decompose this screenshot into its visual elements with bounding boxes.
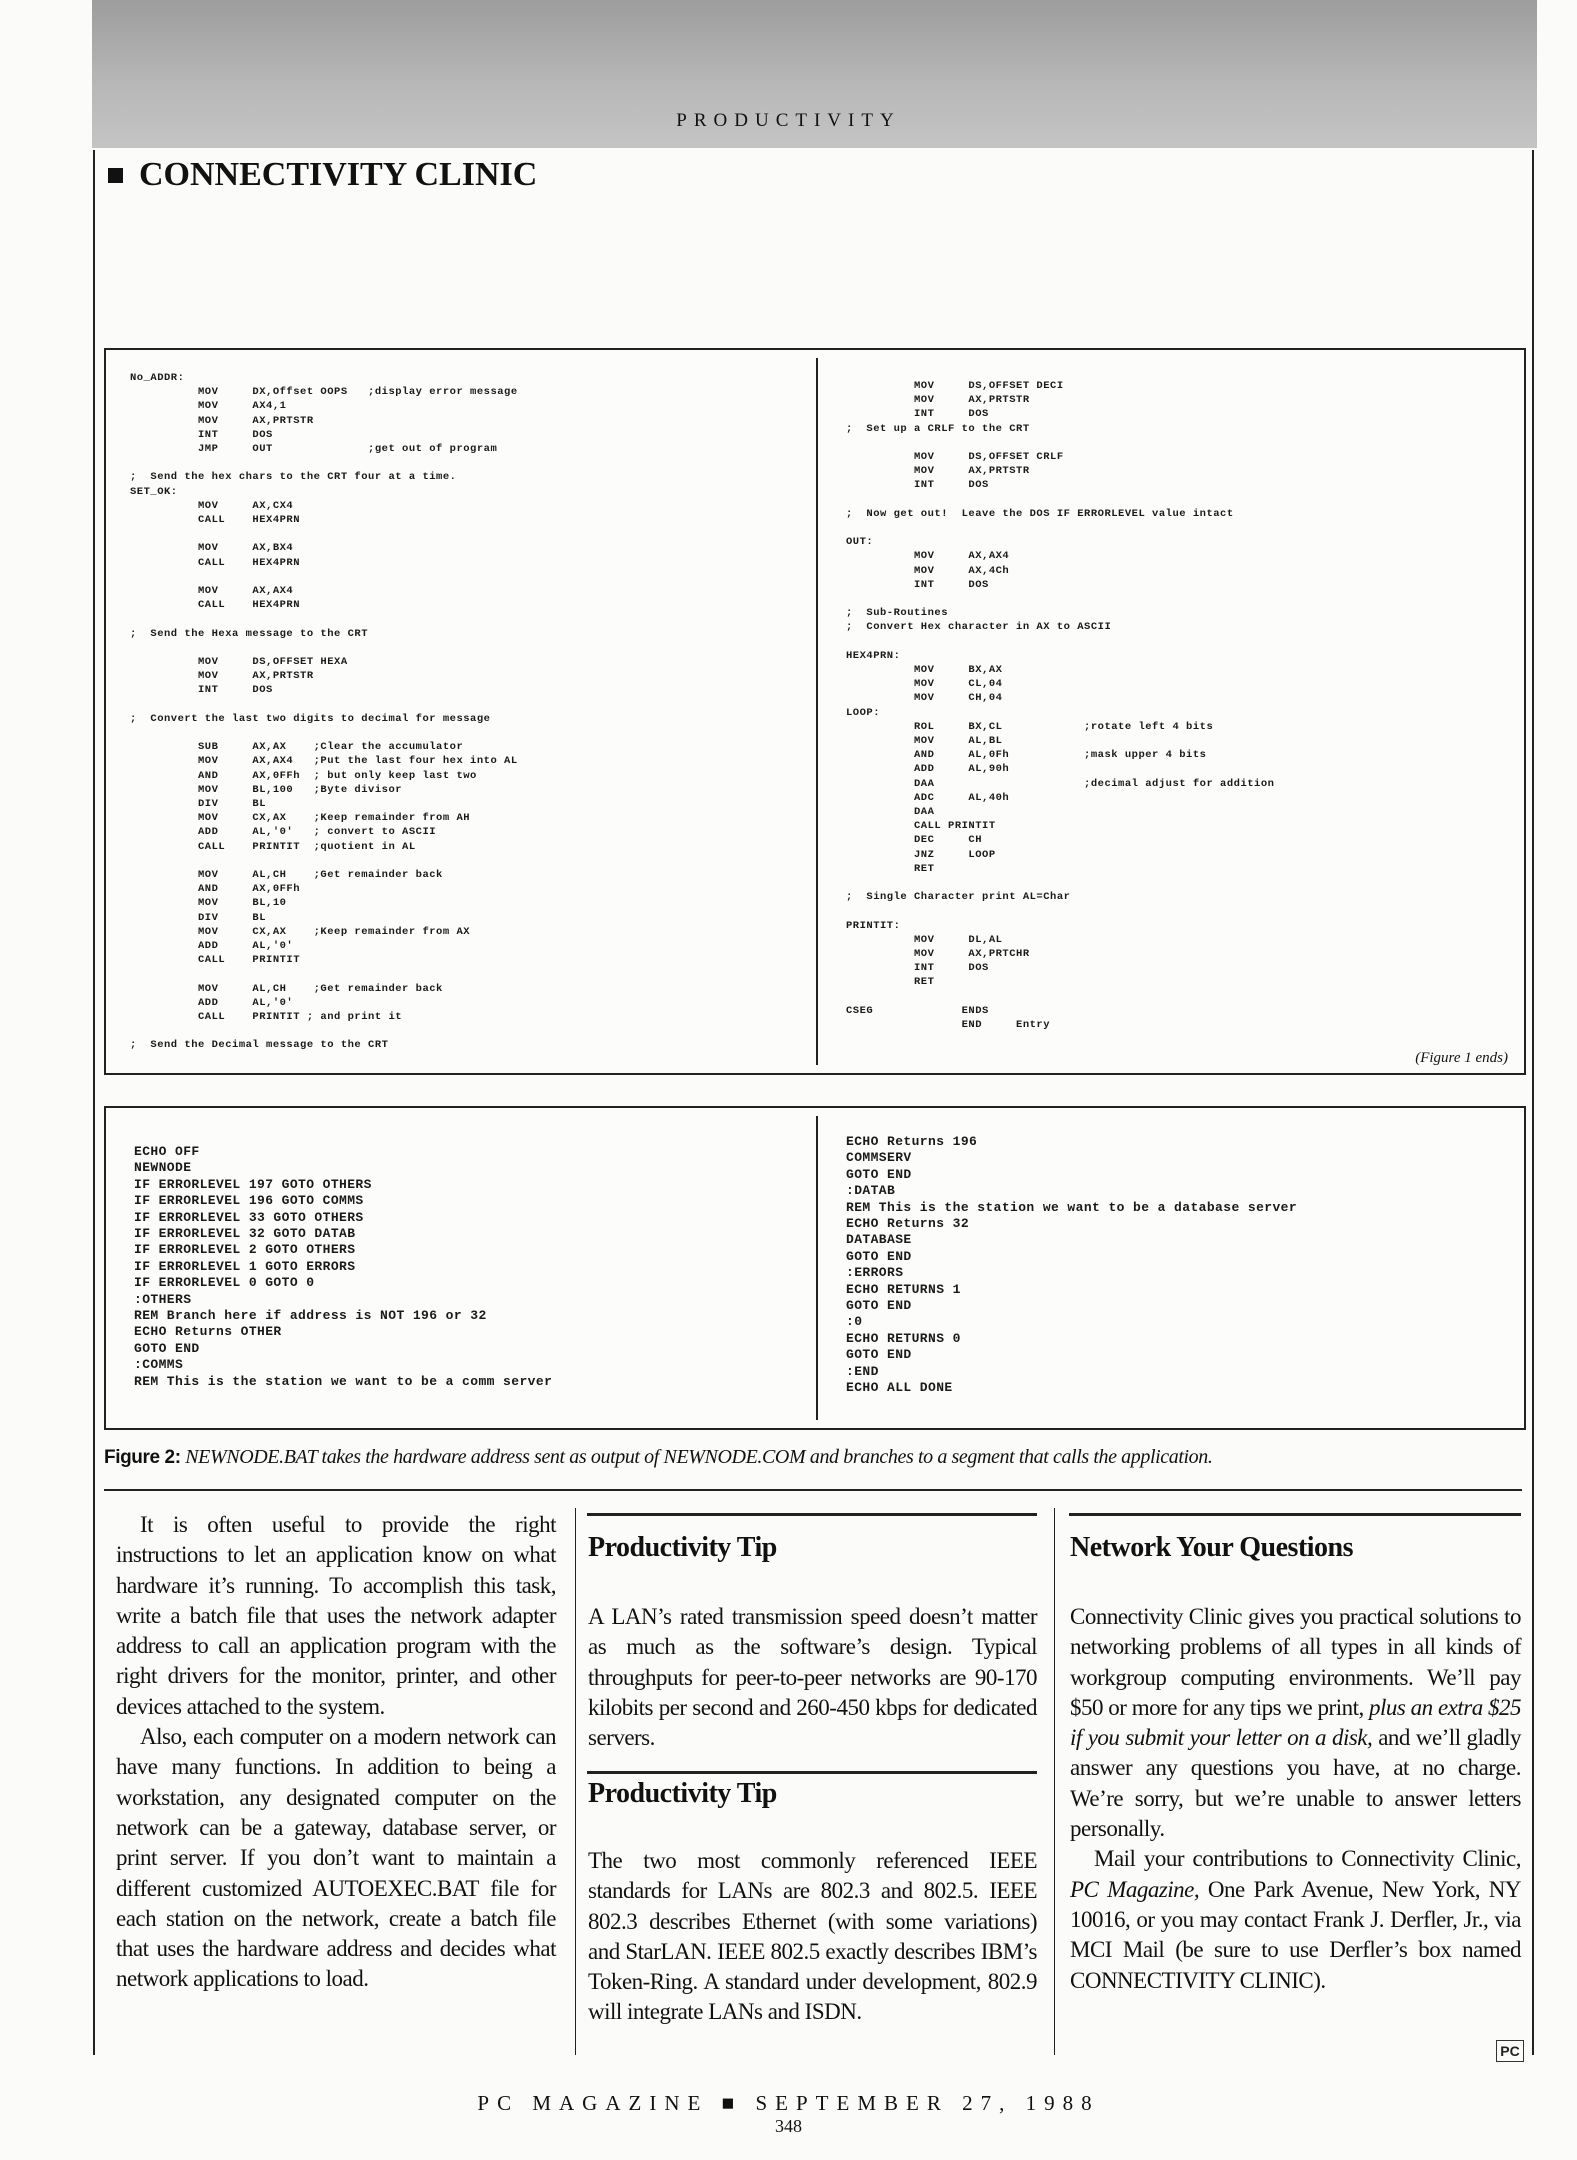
figure-1-code-line: SUB AX,AX ;Clear the accumulator — [130, 741, 464, 754]
figure-2-code-line: REM This is the station we want to be a database server — [846, 1199, 1298, 1215]
figure-1-code-line: SET_OK: — [130, 485, 178, 498]
figure-1-code-line: JMP OUT ;get out of program — [130, 443, 498, 455]
caption-bottom-rule — [104, 1489, 1522, 1491]
figure-2-code-line: GOTO END — [846, 1166, 912, 1182]
figure-2-code-line: :ERRORS — [846, 1265, 904, 1281]
figure-2-caption — [104, 1446, 1524, 1469]
article-column — [116, 1510, 556, 1995]
figure-2-caption-text: NEWNODE.BAT takes the hardware address sent as output of NEWNODE.COM and branches to a segment that calls the application. — [180, 1446, 1213, 1468]
figure-2-code-line: IF ERRORLEVEL 197 GOTO OTHERS — [134, 1176, 372, 1192]
questions-p2-emphasis: PC Magazine, — [1070, 1876, 1200, 1902]
figure-1-code-line: MOV CX,AX ;Keep remainder from AH — [130, 812, 471, 825]
figure-2-code-line: COMMSERV — [846, 1150, 912, 1166]
figure-1-code-line: DAA ;decimal adjust for addition — [846, 777, 1275, 790]
figure-1-code-line: AND AL,0Fh ;mask upper 4 bits — [846, 749, 1207, 762]
figure-1-code-line: ADD AL,'0' ; convert to ASCII — [130, 826, 437, 839]
figure-2-code-line: :COMMS — [134, 1357, 184, 1373]
figure-2-code-line: ECHO Returns 32 — [846, 1216, 970, 1231]
article-paragraph-2: Also, each computer on a modern network can have many functions. In addition to being a workstation, any designated computer on the network can be a gateway, database server, or print server. If you don’t want to maintain a different customized AUTOEXEC.BAT file for each station on the network, create a batch file that uses the hardware address and decides what network applications to load. — [116, 1724, 556, 1992]
figure-1-code-line: CALL HEX4PRN — [130, 514, 301, 526]
figure-1-code-line: MOV BX,AX — [846, 664, 1003, 676]
questions-paragraph-1 — [1070, 1602, 1521, 1844]
figure-1-ends-label: (Figure 1 ends) — [1415, 1050, 1508, 1066]
tip-1-heading: Productivity Tip — [588, 1532, 777, 1563]
figure-1-code-line: DIV BL — [130, 798, 267, 810]
tip-2-heading: Productivity Tip — [588, 1778, 777, 1809]
figure-1-code-line: PRINTIT: — [846, 919, 901, 932]
figure-1-code-line: MOV AL,CH ;Get remainder back — [130, 982, 443, 995]
figure-1-code-line: ; Now get out! Leave the DOS IF ERRORLEVEL value intact — [846, 507, 1234, 520]
figure-2-code-line: :END — [846, 1363, 879, 1379]
figure-1-code-line: LOOP: — [846, 706, 881, 719]
figure-1-code-line: MOV CL,04 — [846, 678, 1003, 691]
figure-2-code-line: ECHO ALL DONE — [846, 1380, 953, 1395]
figure-2-code-line: IF ERRORLEVEL 196 GOTO COMMS — [134, 1193, 364, 1209]
figure-1-code-line: MOV DS,OFFSET DECI — [846, 380, 1064, 392]
figure-1-code-line: ADD AL,'0' — [130, 996, 294, 1009]
end-mark-icon: PC — [1496, 2040, 1524, 2062]
figure-1-code-line: RET — [846, 976, 935, 989]
figure-2-code-line: IF ERRORLEVEL 2 GOTO OTHERS — [134, 1242, 356, 1258]
figure-1-code-line: MOV DX,Offset OOPS ;display error message — [130, 386, 518, 399]
figure-2-code-line: GOTO END — [134, 1340, 200, 1356]
figure-2-code-line: ECHO RETURNS 1 — [846, 1281, 961, 1297]
questions-text — [1070, 1602, 1521, 1996]
figure-1-code-line: ROL BX,CL ;rotate left 4 bits — [846, 720, 1214, 733]
tip-1-top-rule — [587, 1513, 1037, 1516]
figure-1-code-line: MOV CX,AX ;Keep remainder from AX — [130, 925, 471, 938]
figure-1-code-line: ; Send the Decimal message to the CRT — [130, 1039, 389, 1052]
figure-1-code-line: INT DOS — [846, 408, 989, 421]
figure-1-code-line: INT DOS — [130, 428, 273, 441]
figure-1-code-line: END Entry — [846, 1019, 1051, 1031]
figure-1-code-line: No_ADDR: — [130, 372, 185, 384]
figure-1-code-line: RET — [846, 862, 935, 875]
figure-1-code-line: MOV BL,100 ;Byte divisor — [130, 783, 403, 796]
figure-1-code-line: MOV BL,10 — [130, 897, 287, 910]
figure-1-code-line: MOV AX,PRTSTR — [130, 414, 314, 427]
figure-1-code-line: MOV AX,PRTSTR — [846, 394, 1030, 407]
figure-1-code-line: CALL PRINTIT ; and print it — [130, 1011, 403, 1023]
department-title — [108, 156, 537, 194]
figure-2-listing — [104, 1106, 1526, 1430]
figure-1-code-line: CALL PRINTIT ;quotient in AL — [130, 840, 416, 853]
figure-2-code-line: REM Branch here if address is NOT 196 or 32 — [134, 1308, 487, 1323]
figure-1-code-line: MOV DS,OFFSET HEXA — [130, 656, 348, 668]
figure-2-code-line: :0 — [846, 1314, 863, 1330]
figure-1-code-line: HEX4PRN: — [846, 649, 901, 662]
figure-1-code-line: JNZ LOOP — [846, 848, 996, 861]
questions-top-rule — [1069, 1513, 1521, 1516]
questions-paragraph-2 — [1070, 1844, 1521, 1995]
questions-p2-part-b: One Park Avenue, New York, NY 10016, or you may contact Frank J. Derfler, Jr., via MCI Mail (be sure to use Derfler’s box named CONNECTIVITY CLINIC). — [1070, 1876, 1521, 1993]
figure-1-code-line: MOV AX,AX4 — [130, 585, 294, 597]
figure-1-code-line: DAA — [846, 806, 935, 818]
figure-1-code-line: CALL PRINTIT — [846, 820, 996, 833]
figure-1-code-line: MOV AL,BL — [846, 735, 1003, 747]
figure-1-code-line: DIV BL — [130, 911, 267, 924]
figure-1-code-line: ; Convert Hex character in AX to ASCII — [846, 621, 1112, 634]
figure-1-code-line: INT DOS — [846, 962, 989, 975]
figure-2-code-line: ECHO Returns OTHER — [134, 1324, 282, 1340]
figure-1-code-line: MOV CH,04 — [846, 692, 1003, 705]
figure-1-code-line: MOV AX4,1 — [130, 400, 287, 413]
figure-1-code-line: MOV DL,AL — [846, 933, 1003, 946]
figure-1-column-divider — [816, 358, 818, 1065]
figure-1-code-line: MOV AX,AX4 — [846, 550, 1010, 563]
figure-1-code-line: ADD AL,'0' — [130, 940, 294, 952]
figure-2-code-line: DATABASE — [846, 1232, 912, 1248]
figure-2-code-line: GOTO END — [846, 1347, 912, 1363]
figure-1-code-line: AND AX,0FFh ; but only keep last two — [130, 769, 477, 782]
tip-2-text: The two most commonly referenced IEEE standards for LANs are 802.3 and 802.5. IEEE 802.3 describes Ethernet (with some variations) and StarLAN. IEEE 802.5 exactly describes IBM’s Token-Ring. A standard under development, 802.9 will integrate LANs and ISDN. — [588, 1848, 1037, 2025]
figure-1-code-line: DEC CH — [846, 834, 983, 847]
figure-1-code-line: MOV AX,AX4 ;Put the last four hex into AL — [130, 755, 518, 768]
figure-1-code-line: MOV DS,OFFSET CRLF — [846, 451, 1064, 463]
figure-1-code-line: ; Single Character print AL=Char — [846, 891, 1071, 904]
figure-2-code-line: IF ERRORLEVEL 32 GOTO DATAB — [134, 1226, 356, 1241]
figure-1-code-line: OUT: — [846, 536, 874, 549]
figure-1-code-line: CALL HEX4PRN — [130, 599, 301, 612]
figure-1-listing — [104, 348, 1526, 1075]
figure-2-code-line: IF ERRORLEVEL 1 GOTO ERRORS — [134, 1258, 356, 1274]
figure-1-code-line: MOV AX,PRTCHR — [846, 948, 1030, 960]
tip-2-top-rule — [587, 1771, 1037, 1774]
questions-p1-emphasis: plus an extra $25 if you submit your letter on a disk, — [1070, 1694, 1521, 1751]
figure-1-code-line: MOV AX,PRTSTR — [130, 670, 314, 683]
figure-1-code-line: INT DOS — [846, 578, 989, 591]
figure-2-code-line: ECHO OFF — [134, 1144, 200, 1159]
figure-2-code-line: :DATAB — [846, 1183, 896, 1199]
figure-1-code-line: MOV AX,4Ch — [846, 564, 1010, 577]
figure-1-code-line: ; Set up a CRLF to the CRT — [846, 422, 1030, 435]
tip-1-text: A LAN’s rated transmission speed doesn’t matter as much as the software’s design. Typical throughputs for peer-to-peer networks are 90-170 kilobits per second and 260-450 kbps for dedicated servers. — [588, 1604, 1037, 1751]
questions-p2-part-a: Mail your contributions to Connectivity Clinic, — [1094, 1846, 1521, 1872]
department-title-text: CONNECTIVITY CLINIC — [139, 156, 538, 193]
figure-2-column-divider — [816, 1116, 818, 1420]
column-rule-2 — [1054, 1508, 1055, 2055]
figure-1-code-line: ; Sub-Routines — [846, 607, 949, 620]
figure-2-code-line: GOTO END — [846, 1248, 912, 1264]
figure-1-code-line: MOV AX,BX4 — [130, 542, 294, 555]
figure-1-code-line: INT DOS — [846, 479, 989, 492]
figure-1-code-line: ; Convert the last two digits to decimal for message — [130, 712, 491, 725]
right-frame-rule — [1532, 150, 1534, 2055]
section-label: PRODUCTIVITY — [676, 110, 901, 131]
figure-2-code-line: ECHO Returns 196 — [846, 1134, 978, 1149]
footer-magazine-date: PC MAGAZINE ■ SEPTEMBER 27, 1988 — [477, 2091, 1100, 2115]
figure-2-code-line: GOTO END — [846, 1298, 912, 1313]
bullet-square-icon — [108, 168, 123, 183]
figure-1-code-line: ADD AL,90h — [846, 763, 1010, 776]
figure-2-code-line: NEWNODE — [134, 1160, 192, 1176]
figure-1-code-line: MOV AL,CH ;Get remainder back — [130, 869, 443, 881]
figure-1-code-line: CSEG ENDS — [846, 1004, 989, 1017]
figure-1-code-line: CALL HEX4PRN — [130, 556, 301, 569]
figure-1-code-line: MOV AX,PRTSTR — [846, 465, 1030, 478]
column-rule-1 — [575, 1508, 576, 2055]
questions-p1-part-b: and we’ll gladly answer any questions you have, at no charge. We’re sorry, but we’re unable to answer letters personally. — [1070, 1725, 1521, 1842]
article-paragraph-1: It is often useful to provide the right instructions to let an application know on what hardware it’s running. To accomplish this task, write a batch file that uses the network adapter address to call an application program with the right drivers for the monitor, printer, and other devices attached to the system. — [116, 1512, 556, 1719]
figure-1-code-line: ADC AL,40h — [846, 791, 1010, 804]
figure-2-code-line: IF ERRORLEVEL 0 GOTO 0 — [134, 1275, 315, 1291]
footer-page-number: 348 — [775, 2116, 802, 2136]
questions-p1-part-a: Connectivity Clinic gives you practical solutions to networking problems of all types in all kinds of workgroup computing environments. We’ll pay $50 or more for any tips we print, — [1070, 1604, 1521, 1720]
left-frame-rule — [93, 150, 95, 2055]
figure-1-code-line: AND AX,0FFh — [130, 883, 301, 896]
figure-1-code-line: ; Send the Hexa message to the CRT — [130, 627, 369, 640]
questions-heading: Network Your Questions — [1070, 1532, 1354, 1563]
figure-1-code-line: MOV AX,CX4 — [130, 499, 294, 512]
figure-2-code-line: ECHO RETURNS 0 — [846, 1330, 961, 1346]
figure-2-code-line: REM This is the station we want to be a comm server — [134, 1373, 553, 1389]
figure-1-code-line: ; Send the hex chars to the CRT four at a time. — [130, 471, 457, 484]
figure-2-code-line: IF ERRORLEVEL 33 GOTO OTHERS — [134, 1209, 364, 1225]
figure-2-caption-label: Figure 2: — [104, 1447, 181, 1468]
figure-1-code-line: CALL PRINTIT — [130, 954, 301, 967]
figure-2-code-line: :OTHERS — [134, 1291, 192, 1307]
figure-1-code-line: INT DOS — [130, 684, 273, 697]
